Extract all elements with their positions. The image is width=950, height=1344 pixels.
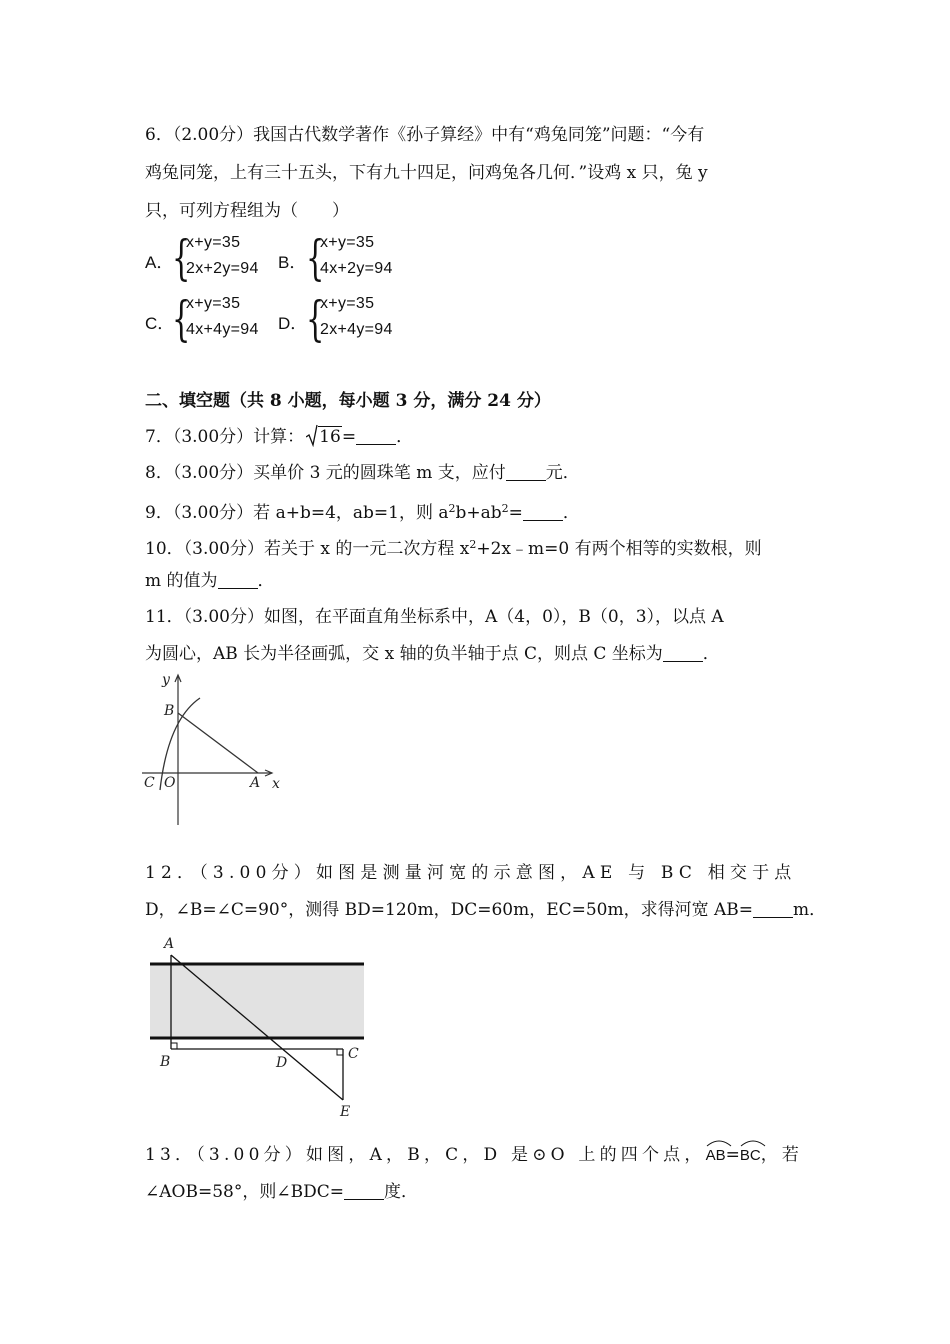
q11-answer-blank bbox=[663, 643, 703, 662]
q7-radicand: 16 bbox=[319, 427, 341, 447]
q8-answer-blank bbox=[506, 462, 546, 481]
q7-equals: = bbox=[341, 427, 357, 447]
arc-ab-label: AB bbox=[705, 1147, 726, 1164]
right-angle-b bbox=[171, 1043, 177, 1049]
q10-text-a: 10．（3.00分）若关于 x 的一元二次方程 x bbox=[145, 539, 470, 559]
arc-ab bbox=[706, 1143, 726, 1168]
q12-line-1: 12．（3.00分）如图是测量河宽的示意图，AE 与 BC 相交于点 bbox=[145, 863, 797, 883]
q10-text-b: +2x﹣m=0 有两个相等的实数根，则 bbox=[476, 539, 762, 559]
q9-exponent: 2 bbox=[501, 502, 509, 515]
arc-mark-icon bbox=[706, 1139, 732, 1147]
equation: x+y=35 bbox=[320, 234, 375, 251]
q13-text-c: ∠AOB=58°，则∠BDC= bbox=[145, 1182, 344, 1202]
q6-option-a-system: { x+y=35 2x+2y=94 bbox=[172, 230, 259, 286]
q9-prefix: 9．（3.00分）若 a+b=4，ab=1，则 a bbox=[145, 503, 449, 523]
section-2-title: 二、填空题（共 8 小题，每小题 3 分，满分 24 分） bbox=[145, 391, 551, 411]
q12-river-figure bbox=[140, 930, 380, 1120]
q11-text: 为圆心，AB 长为半径画弧，交 x 轴的负半轴于点 C，则点 C 坐标为 bbox=[145, 644, 663, 664]
arc-bc-label: BC bbox=[739, 1147, 761, 1164]
q6-line-1: 6．（2.00分）我国古代数学著作《孙子算经》中有“鸡兔同笼”问题：“今有 bbox=[145, 125, 705, 145]
equation: x+y=35 bbox=[186, 234, 241, 251]
q10-exponent: 2 bbox=[469, 538, 477, 551]
q6-line-2: 鸡兔同笼，上有三十五头，下有九十四足，问鸡兔各几何．”设鸡 x 只，兔 y bbox=[145, 163, 708, 183]
q6-option-c-label: C． bbox=[145, 314, 175, 333]
label-b: B bbox=[164, 703, 175, 719]
q9-equals: = bbox=[508, 503, 523, 523]
equation: 2x+2y=94 bbox=[186, 260, 259, 277]
q11-end: ． bbox=[702, 644, 720, 664]
q8-line bbox=[145, 461, 580, 485]
label-c: C bbox=[348, 1046, 359, 1062]
q6-option-b-label: B． bbox=[278, 253, 307, 272]
q13-answer-blank bbox=[344, 1181, 384, 1200]
q7-prefix: 7．（3.00分）计算： bbox=[145, 427, 305, 447]
q10-end: ． bbox=[257, 571, 275, 591]
q10-line-1 bbox=[145, 533, 762, 561]
q13-line-1 bbox=[145, 1143, 803, 1168]
label-a: A bbox=[250, 775, 261, 791]
q7-end: ． bbox=[396, 427, 414, 447]
equation: x+y=35 bbox=[186, 295, 241, 312]
q10-line-2 bbox=[145, 569, 275, 593]
right-angle-c bbox=[337, 1049, 343, 1055]
q10-text-c: m 的值为 bbox=[145, 571, 218, 591]
sqrt-symbol bbox=[306, 425, 342, 449]
label-a: A bbox=[164, 936, 175, 952]
q12-end: m． bbox=[793, 900, 827, 920]
equation: 2x+4y=94 bbox=[320, 321, 393, 338]
label-c: C bbox=[144, 775, 155, 791]
q9-exponent: 2 bbox=[448, 502, 456, 515]
equation: 4x+2y=94 bbox=[320, 260, 393, 277]
q12-text: D，∠B=∠C=90°，测得 BD=120m，DC=60m，EC=50m，求得河宽 AB= bbox=[145, 900, 754, 920]
label-x: x bbox=[272, 776, 280, 792]
q9-line bbox=[145, 497, 580, 525]
q6-line-3: 只，可列方程组为（ ） bbox=[145, 201, 349, 221]
q11-line-1: 11．（3.00分）如图，在平面直角坐标系中，A（4，0），B（0，3），以点 A bbox=[145, 607, 724, 627]
label-d: D bbox=[276, 1055, 288, 1071]
q8-end: 元． bbox=[545, 463, 580, 483]
q7-answer-blank bbox=[356, 426, 396, 445]
radical-sign-icon bbox=[306, 423, 318, 447]
q13-line-2 bbox=[145, 1180, 418, 1204]
segment-ab bbox=[178, 713, 258, 773]
equation: x+y=35 bbox=[320, 295, 375, 312]
arc-mark-icon bbox=[740, 1139, 766, 1147]
q10-answer-blank bbox=[218, 570, 258, 589]
label-e: E bbox=[340, 1104, 351, 1120]
label-b: B bbox=[160, 1054, 171, 1070]
arc-bc bbox=[740, 1143, 761, 1168]
q9-mid: b+ab bbox=[455, 503, 502, 523]
q9-end: ． bbox=[562, 503, 580, 523]
q13-eq: = bbox=[725, 1145, 740, 1165]
q12-answer-blank bbox=[753, 899, 793, 918]
q13-text-b: ，若 bbox=[760, 1145, 804, 1165]
q13-text-a: 13．（3.00分）如图，A，B，C，D 是⊙O 上的四个点， bbox=[145, 1145, 706, 1165]
q11-coordinate-figure bbox=[140, 670, 290, 830]
q6-option-d-system: { x+y=35 2x+4y=94 bbox=[306, 291, 393, 347]
equation: 4x+4y=94 bbox=[186, 321, 259, 338]
q6-option-a-label: A． bbox=[145, 253, 174, 272]
q6-option-c-system: { x+y=35 4x+4y=94 bbox=[172, 291, 259, 347]
q6-option-b-system: { x+y=35 4x+2y=94 bbox=[306, 230, 393, 286]
label-o: O bbox=[164, 775, 176, 791]
q12-line-2 bbox=[145, 898, 826, 922]
q11-line-2 bbox=[145, 642, 720, 666]
q9-answer-blank bbox=[523, 502, 563, 521]
q7-line bbox=[145, 425, 413, 449]
label-y: y bbox=[162, 672, 170, 688]
q6-option-d-label: D． bbox=[278, 314, 308, 333]
q8-prefix: 8．（3.00分）买单价 3 元的圆珠笔 m 支，应付 bbox=[145, 463, 506, 483]
q13-end: 度． bbox=[383, 1182, 418, 1202]
